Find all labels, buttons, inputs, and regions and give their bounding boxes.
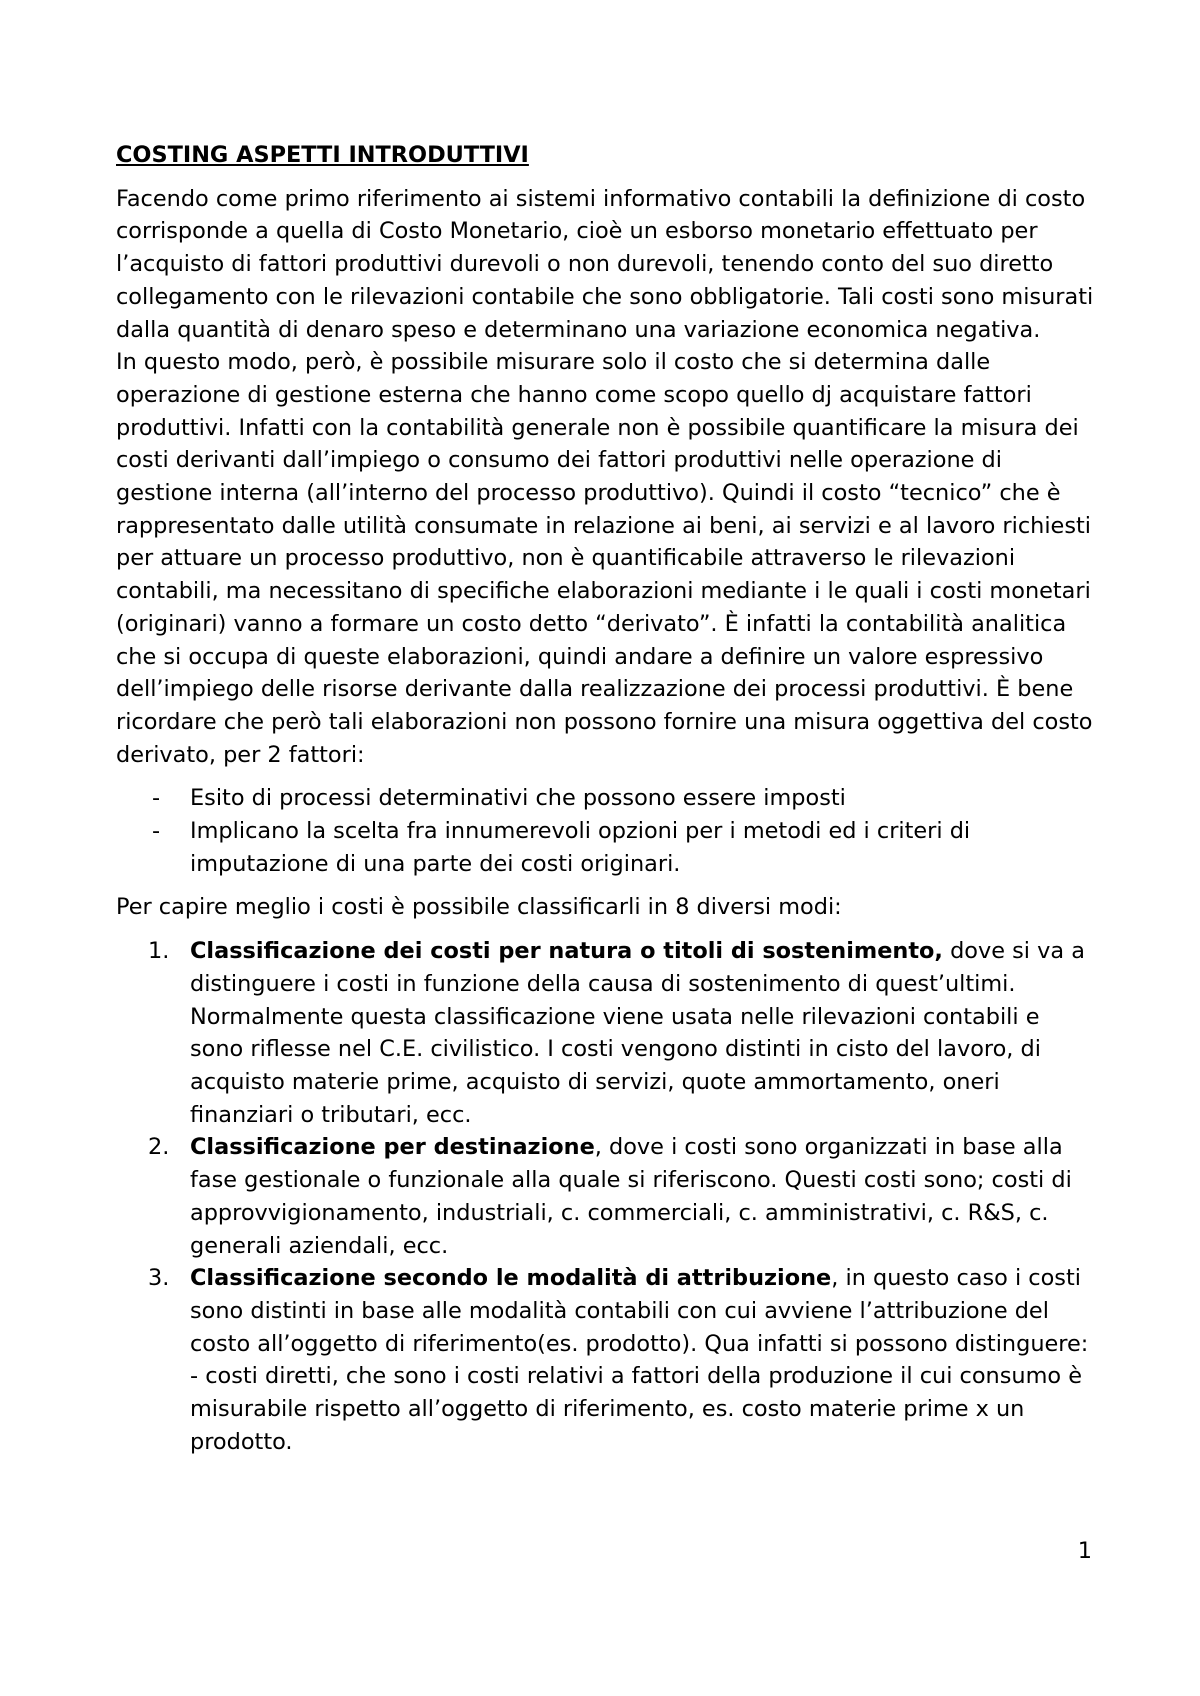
page-title: COSTING ASPETTI INTRODUTTIVI	[116, 142, 529, 168]
list-item	[116, 1131, 1096, 1262]
classifications-list	[116, 935, 1096, 1458]
intro-paragraph: Facendo come primo riferimento ai sistemi informativo contabili la definizione di costo corrisponde a quella di Costo Monetario, cioè un esborso monetario effettuato per l’acquisto di fattori produttivi durevoli o non durevoli, tenendo conto del suo diretto collegamento con le rilevazioni contabile che sono obbligatorie. Tali costi sono misurati dalla quantità di denaro speso e determinano una variazione economica negativa.	[116, 185, 1094, 343]
list-marker: -	[152, 785, 161, 812]
list-item-text: Implicano la scelta fra innumerevoli opzioni per i metodi ed i criteri di imputazione di una parte dei costi originari.	[190, 818, 971, 877]
classification-text: , dove i costi sono organizzati in base alla fase gestionale o funzionale alla quale si riferiscono. Questi costi sono; costi di approvvigionamento, industriali, c. commerciali, c. amministrativi, c. R&S, c. generali aziendali, ecc.	[190, 1134, 1072, 1259]
classification-heading: Classificazione secondo le modalità di attribuzione	[190, 1265, 832, 1292]
list-item	[116, 1262, 1096, 1458]
classification-intro: Per capire meglio i costi è possibile classificarli in 8 diversi modi:	[116, 894, 842, 921]
list-number: 2.	[148, 1134, 170, 1161]
classification-text: dove si va a distinguere i costi in funzione della causa di sostenimento di quest’ultimi. Normalmente questa classificazione viene usata nelle rilevazioni contabili e sono riflesse nel C.E. civilistico. I costi vengono distinti in cisto del lavoro, di acquisto materie prime, acquisto di servizi, quote ammortamento, oneri finanziari o tributari, ecc.	[190, 938, 1085, 1128]
list-item	[116, 935, 1096, 1131]
list-item	[116, 815, 1096, 880]
list-item	[116, 782, 1096, 815]
list-number: 3.	[148, 1265, 170, 1292]
list-marker: -	[152, 818, 161, 845]
list-item-text: Esito di processi determinativi che possono essere imposti	[190, 785, 846, 812]
classification-heading: Classificazione per destinazione	[190, 1134, 595, 1161]
list-number: 1.	[148, 938, 170, 965]
classification-subtext: - costi diretti, che sono i costi relativi a fattori della produzione il cui consumo è misurabile rispetto all’oggetto di riferimento, es. costo materie prime x un prodotto.	[190, 1363, 1082, 1455]
classification-text: , in questo caso i costi sono distinti in base alle modalità contabili con cui avviene l’attribuzione del costo all’oggetto di riferimento(es. prodotto). Qua infatti si possono distinguere:	[190, 1265, 1089, 1357]
classification-heading: Classificazione dei costi per natura o titoli di sostenimento,	[190, 938, 943, 965]
factors-list	[116, 782, 1096, 880]
second-paragraph: In questo modo, però, è possibile misurare solo il costo che si determina dalle operazione di gestione esterna che hanno come scopo quello dj acquistare fattori produttivi. Infatti con la contabilità generale non è possibile quantificare la misura dei costi derivanti dall’impiego o consumo dei fattori produttivi nelle operazione di gestione interna (all’interno del processo produttivo). Quindi il costo “tecnico” che è rappresentato dalle utilità consumate in relazione ai beni, ai servizi e al lavoro richiesti per attuare un processo produttivo, non è quantificabile attraverso le rilevazioni contabili, ma necessitano di specifiche elaborazioni mediante i le quali i costi monetari (originari) vanno a formare un costo detto “derivato”. È infatti la contabilità analitica che si occupa di queste elaborazioni, quindi andare a definire un valore espressivo dell’impiego delle risorse derivante dalla realizzazione dei processi produttivi. È bene ricordare che però tali elaborazioni non possono fornire una misura oggettiva del costo derivato, per 2 fattori:	[116, 349, 1093, 768]
document-content	[116, 139, 1096, 1458]
page-number: 1	[1077, 1538, 1092, 1564]
